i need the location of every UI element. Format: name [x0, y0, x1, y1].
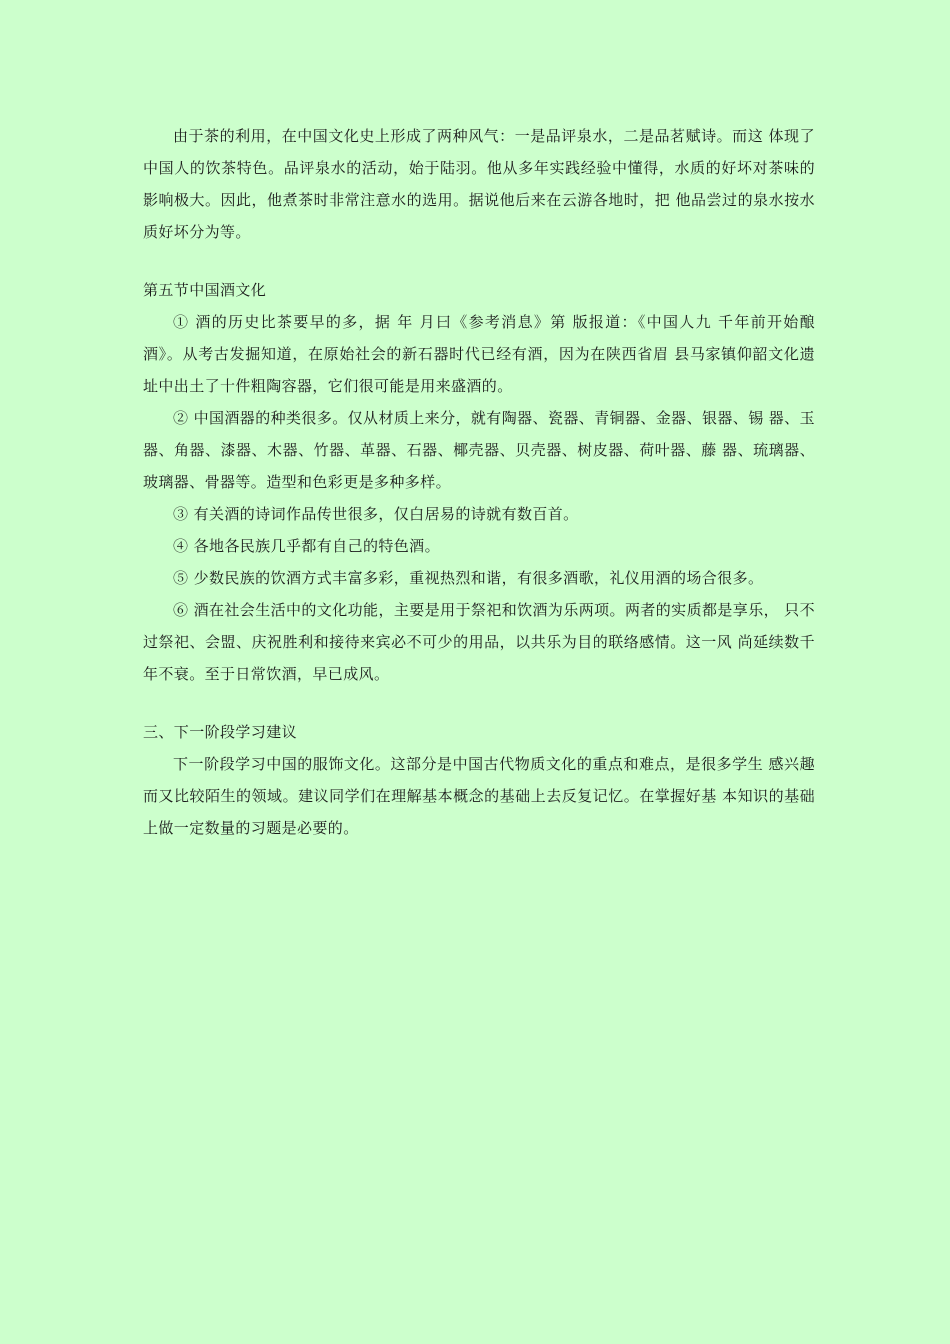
section-5-item-3: ③ 有关酒的诗词作品传世很多，仅白居易的诗就有数百首。: [173, 505, 579, 523]
section-3-title: 三、下一阶段学习建议: [143, 723, 298, 741]
section-3-paragraph: 下一阶段学习中国的服饰文化。这部分是中国古代物质文化的重点和难点，是很多学生 感兴趣而又比较陌生的领域。建议同学们在理解基本概念的基础上去反复记忆。在掌握好基 本知识的基础上做一定数量的习题是必要的。: [143, 755, 815, 837]
section-5-item-1: ① 酒的历史比茶要早的多，据 年 月曰《参考消息》第 版报道：《中国人九 千年前开始酿酒》。从考古发掘知道，在原始社会的新石器时代已经有酒，因为在陕西省眉 县马家镇仰韶文化遗址中出土了十件粗陶容器，它们很可能是用来盛酒的。: [143, 313, 815, 395]
document-page: [143, 120, 815, 844]
section-5-title: 第五节中国酒文化: [143, 281, 267, 299]
intro-paragraph: 由于茶的利用，在中国文化史上形成了两种风气：一是品评泉水，二是品茗赋诗。而这 体现了中国人的饮茶特色。品评泉水的活动，始于陆羽。他从多年实践经验中懂得，水质的好坏对茶味的影响极大。因此，他煮茶时非常注意水的选用。据说他后来在云游各地时，把 他品尝过的泉水按水质好坏分为等。: [143, 127, 815, 241]
section-5-item-2: ② 中国酒器的种类很多。仅从材质上来分，就有陶器、瓷器、青铜器、金器、银器、锡 器、玉器、角器、漆器、木器、竹器、革器、石器、椰壳器、贝壳器、树皮器、荷叶器、藤 器、琉璃器、玻璃器、骨器等。造型和色彩更是多种多样。: [143, 409, 815, 491]
section-5-item-4: ④ 各地各民族几乎都有自己的特色酒。: [173, 537, 440, 555]
section-5-item-5: ⑤ 少数民族的饮酒方式丰富多彩，重视热烈和谐，有很多酒歌，礼仪用酒的场合很多。: [173, 569, 764, 587]
section-gap: [143, 690, 815, 716]
section-5-item-6: ⑥ 酒在社会生活中的文化功能，主要是用于祭祀和饮酒为乐两项。两者的实质都是享乐， 只不过祭祀、会盟、庆祝胜利和接待来宾必不可少的用品，以共乐为目的联络感情。这一风 尚延续数千年不衰。至于日常饮酒，早已成风。: [143, 601, 815, 683]
section-gap: [143, 248, 815, 274]
